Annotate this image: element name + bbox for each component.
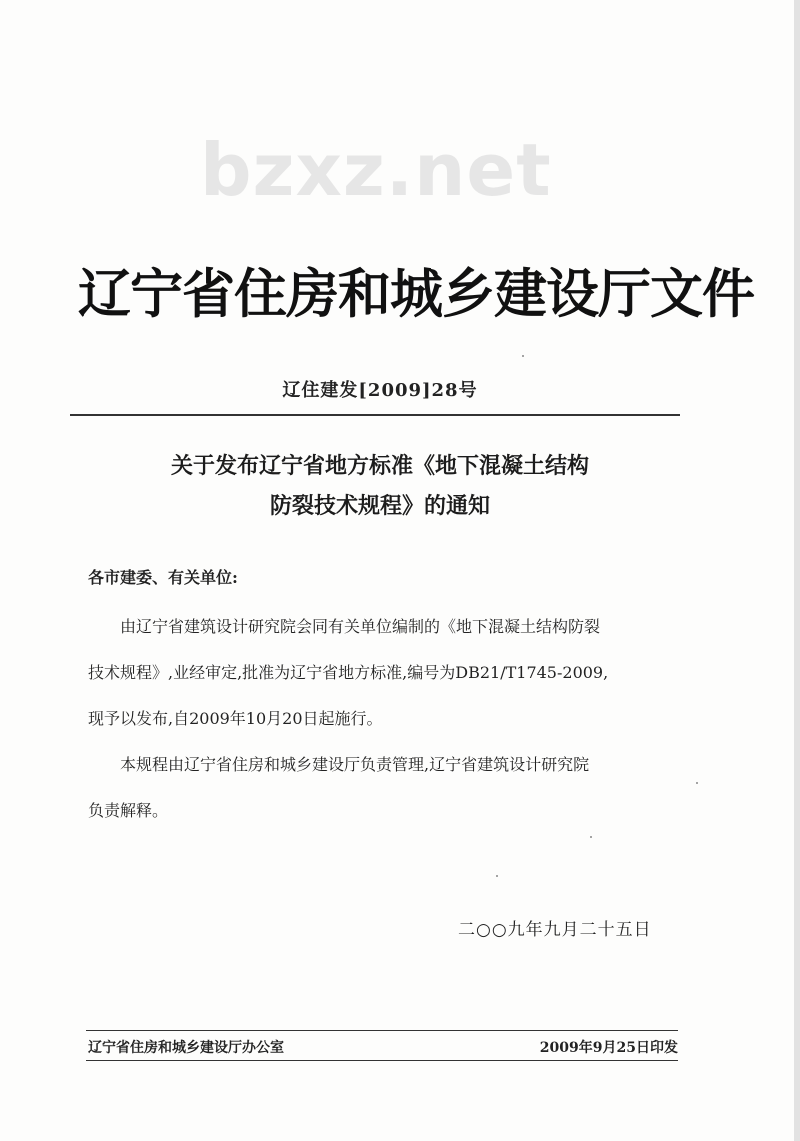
paragraph-2-line-2: 负责解释。: [88, 801, 169, 820]
notice-title-line-1: 关于发布辽宁省地方标准《地下混凝土结构: [170, 453, 589, 479]
footer-divider-top: [86, 1030, 678, 1031]
document-header-title: 辽宁省住房和城乡建设厅文件: [78, 264, 754, 325]
paragraph-1-line-3: 现予以发布,自2009年10月20日起施行。: [88, 709, 383, 728]
scan-speck: [696, 782, 698, 784]
body-text: [88, 604, 688, 834]
notice-title-line-2: 防裂技术规程》的通知: [269, 493, 490, 519]
header-divider: [70, 414, 680, 416]
scan-speck: [496, 875, 498, 877]
scan-speck: [522, 355, 524, 357]
scan-speck: [590, 836, 592, 838]
footer-office: 辽宁省住房和城乡建设厅办公室: [88, 1040, 284, 1056]
footer-print-date: 2009年9月25日印发: [539, 1040, 678, 1056]
salutation: 各市建委、有关单位:: [88, 568, 238, 587]
paragraph-1-line-1: 由辽宁省建筑设计研究院会同有关单位编制的《地下混凝土结构防裂: [120, 617, 601, 636]
paragraph-1-line-2: 技术规程》,业经审定,批准为辽宁省地方标准,编号为DB21/T1745-2009,: [88, 663, 609, 682]
watermark: bzxz.net: [200, 128, 552, 212]
issue-date: 二○○九年九月二十五日: [458, 920, 652, 940]
document-number: 辽住建发[2009]28号: [282, 380, 478, 401]
footer-divider-bottom: [86, 1060, 678, 1061]
paragraph-2-line-1: 本规程由辽宁省住房和城乡建设厅负责管理,辽宁省建筑设计研究院: [120, 755, 590, 774]
notice-title: [0, 446, 760, 526]
scan-edge: [794, 0, 800, 1141]
